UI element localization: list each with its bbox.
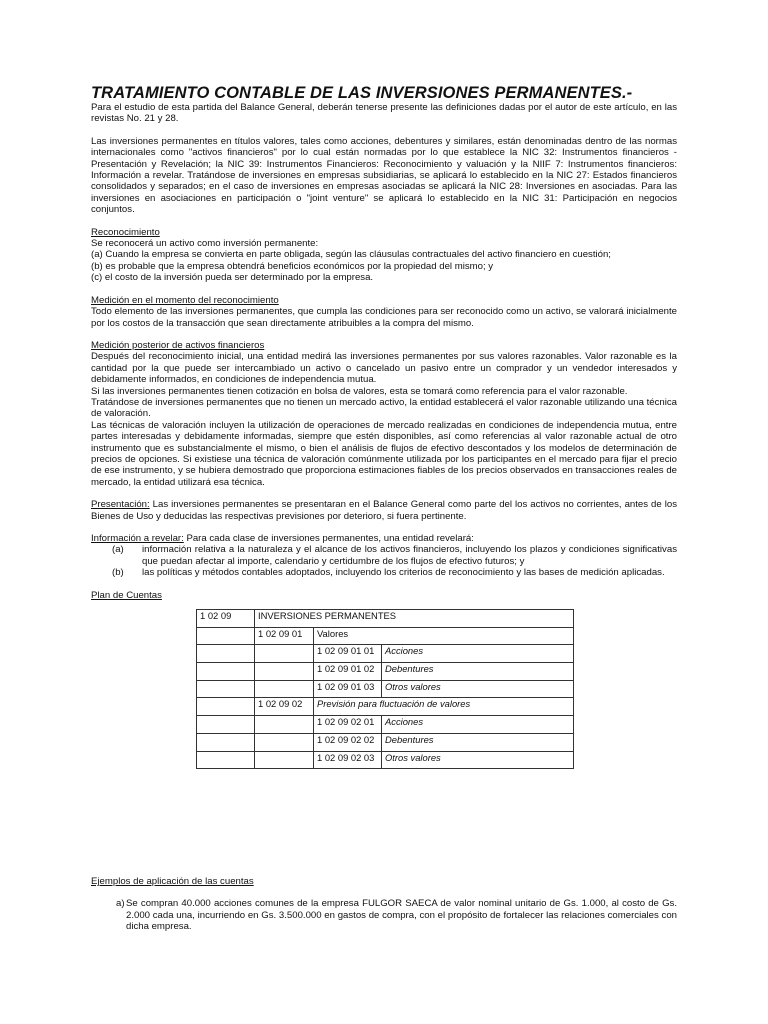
reconocimiento-line: (b) es probable que la empresa obtendrá beneficios económicos por la propiedad del mismo; y xyxy=(91,260,494,272)
informacion-paragraph xyxy=(91,533,677,544)
presentacion-paragraph xyxy=(91,499,677,522)
list-text: las políticas y métodos contables adoptados, incluyendo los criterios de reconocimiento y las bases de medición aplicadas. xyxy=(142,567,665,579)
table-cell: Acciones xyxy=(382,716,574,734)
table-cell xyxy=(255,751,314,769)
table-cell: Acciones xyxy=(382,645,574,663)
list-text: información relativa a la naturaleza y el alcance de los activos financieros, incluyendo los plazos y condiciones significativas que puedan afectar al importe, calendario y certidumbre de los flujos de efectivo futuros; y xyxy=(142,544,677,567)
ejemplo-text: Se compran 40.000 acciones comunes de la empresa FULGOR SAECA de valor nominal unitario de Gs. 1.000, al costo de Gs. 2.000 cada una, incurriendo en Gs. 3.500.000 en gastos de compra, con el propósito de fortalecer las relaciones comerciales con dicha empresa. xyxy=(126,898,677,933)
medicion-posterior-heading: Medición posterior de activos financieros xyxy=(91,339,265,351)
medicion-posterior-paragraph: Después del reconocimiento inicial, una entidad medirá las inversiones permanentes por sus valores razonables. Valor razonable es la cantidad por la que puede ser intercambiado un activo o cancelado un pasivo entre un comprador y un vendedor interesados y debidamente informados, en condiciones de independencia mutua. xyxy=(91,351,677,386)
table-row xyxy=(197,716,574,734)
table-cell xyxy=(255,645,314,663)
informacion-list xyxy=(91,544,677,578)
table-cell xyxy=(255,680,314,698)
ejemplos-heading: Ejemplos de aplicación de las cuentas xyxy=(91,876,254,887)
medicion-inicial-text: Todo elemento de las inversiones permanentes, que cumpla las condiciones para ser reconocido como un activo, se valorará inicialmente por los costos de la transacción que sean directamente atribuibles a la compra del mismo. xyxy=(91,306,677,329)
list-marker: (a) xyxy=(112,544,124,556)
table-cell xyxy=(255,716,314,734)
table-cell xyxy=(197,716,255,734)
table-cell xyxy=(197,733,255,751)
list-item xyxy=(91,567,677,578)
table-row xyxy=(197,733,574,751)
document-title: TRATAMIENTO CONTABLE DE LAS INVERSIONES PERMANENTES.- xyxy=(91,84,633,102)
presentacion-text: Las inversiones permanentes se presentaran en el Balance General como parte del los activos no corrientes, antes de los Bienes de Uso y deducidas las respectivas previsiones por deterioro, si fuera pertinente. xyxy=(91,499,677,522)
intro-paragraph: Para el estudio de esta partida del Balance General, deberán tenerse presente las definiciones dadas por el autor de este artículo, en las revistas No. 21 y 28. xyxy=(91,102,677,125)
table-cell xyxy=(255,663,314,681)
ejemplo-item xyxy=(91,898,677,933)
table-cell xyxy=(197,645,255,663)
table-cell: INVERSIONES PERMANENTES xyxy=(255,610,574,628)
table-cell: 1 02 09 01 01 xyxy=(314,645,382,663)
table-cell: Otros valores xyxy=(382,751,574,769)
list-marker: (b) xyxy=(112,567,124,579)
medicion-posterior-paragraph: Si las inversiones permanentes tienen cotización en bolsa de valores, esta se tomará como referencia para el valor razonable. xyxy=(91,385,628,397)
table-cell: 1 02 09 xyxy=(197,610,255,628)
reconocimiento-line: (c) el costo de la inversión pueda ser determinado por la empresa. xyxy=(91,272,374,284)
informacion-label: Información a revelar: xyxy=(91,533,184,544)
table-cell xyxy=(197,627,255,645)
reconocimiento-line: Se reconocerá un activo como inversión permanente: xyxy=(91,238,319,250)
table-cell: Valores xyxy=(314,627,574,645)
table-cell: 1 02 09 02 01 xyxy=(314,716,382,734)
normas-paragraph: Las inversiones permanentes en títulos valores, tales como acciones, debentures y similares, están denominadas dentro de las normas internacionales como "activos financieros" por lo cual están normadas por lo que establece la NIC 32: Instrumentos financieros - Presentación y Revelación; la NIC 39: Instrumentos Financieros: Reconocimiento y valuación y la NIIF 7: Instrumentos financieros: Información a revelar. Tratándose de inversiones en empresas subsidiarias, se aplicará lo establecido en la NIC 27: Estados financieros consolidados y separados; en el caso de inversiones en empresas asociadas se aplicará la NIC 28: Inversiones en asociadas. Para las inversiones en asociaciones en participación o "joint venture" se aplicará lo establecido en la NIC 31: Participación en negocios conjuntos. xyxy=(91,135,677,216)
table-cell xyxy=(197,663,255,681)
reconocimiento-heading: Reconocimiento xyxy=(91,226,160,238)
table-cell: Debentures xyxy=(382,663,574,681)
table-cell: 1 02 09 01 03 xyxy=(314,680,382,698)
plan-de-cuentas-table xyxy=(196,609,574,769)
informacion-text: Para cada clase de inversiones permanentes, una entidad revelará: xyxy=(183,533,474,544)
medicion-posterior-paragraph: Tratándose de inversiones permanentes que no tienen un mercado activo, la entidad establecerá el valor razonable utilizando una técnica de valoración. xyxy=(91,396,677,420)
table-cell: Previsión para fluctuación de valores xyxy=(314,698,574,716)
table-cell xyxy=(197,751,255,769)
table-cell xyxy=(197,680,255,698)
table-row xyxy=(197,627,574,645)
table-cell: 1 02 09 02 xyxy=(255,698,314,716)
plan-heading: Plan de Cuentas xyxy=(91,589,162,601)
table-cell xyxy=(197,698,255,716)
table-row xyxy=(197,680,574,698)
table-cell: Otros valores xyxy=(382,680,574,698)
table-row xyxy=(197,645,574,663)
table-cell: 1 02 09 01 02 xyxy=(314,663,382,681)
table-cell: 1 02 09 02 02 xyxy=(314,733,382,751)
table-row xyxy=(197,698,574,716)
reconocimiento-line: (a) Cuando la empresa se convierta en parte obligada, según las cláusulas contractuales del activo financiero en cuestión; xyxy=(91,249,611,261)
list-item xyxy=(91,544,677,567)
medicion-inicial-heading: Medición en el momento del reconocimiento xyxy=(91,294,279,306)
table-cell: 1 02 09 01 xyxy=(255,627,314,645)
table-cell: Debentures xyxy=(382,733,574,751)
table-row xyxy=(197,663,574,681)
table-cell xyxy=(255,733,314,751)
table-cell: 1 02 09 02 03 xyxy=(314,751,382,769)
presentacion-label: Presentación: xyxy=(91,499,150,511)
ejemplo-marker: a) xyxy=(116,898,125,909)
table-row xyxy=(197,751,574,769)
medicion-posterior-paragraph: Las técnicas de valoración incluyen la utilización de operaciones de mercado realizadas en condiciones de independencia mutua, entre partes interesadas y debidamente informadas, siempre que estén disponibles, así como referencias al valor razonable actual de otro instrumento que es substancialmente el mismo, o bien el análisis de flujos de efectivo descontados y los modelos de determinación de precios de opciones. Si existiese una técnica de valoración comúnmente utilizada por los participantes en el mercado para fijar el precio de ese instrumento, y se hubiera demostrado que proporciona estimaciones fiables de los precios observados en transacciones reales de mercado, la entidad utilizará esa técnica. xyxy=(91,419,677,488)
table-row xyxy=(197,610,574,628)
